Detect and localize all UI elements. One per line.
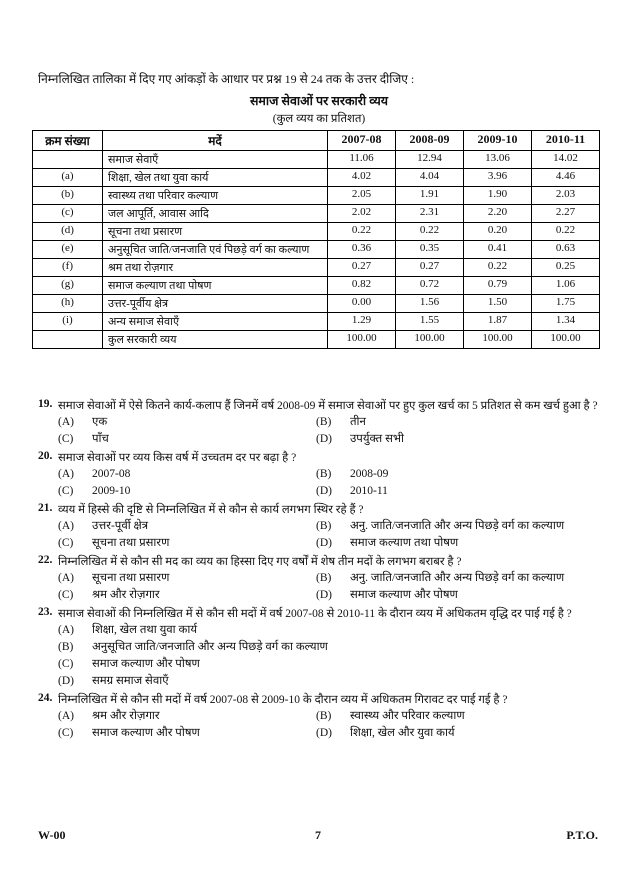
- option-text: अनुसूचित जाति/जनजाति और अन्य पिछड़े वर्ग का कल्याण: [92, 641, 328, 653]
- row-value: 0.22: [532, 223, 600, 241]
- option-text: अनु. जाति/जनजाति और अन्य पिछड़े वर्ग का कल्याण: [350, 520, 565, 532]
- row-label: कुल सरकारी व्यय: [103, 331, 328, 349]
- row-value: 0.27: [328, 259, 396, 277]
- table-row: [33, 241, 600, 259]
- page-number: 7: [315, 828, 321, 842]
- option-letter: (C): [58, 658, 74, 670]
- row-value: 2.27: [532, 205, 600, 223]
- row-value: 0.25: [532, 259, 600, 277]
- answer-option: [58, 639, 574, 655]
- row-serial: (e): [33, 241, 103, 259]
- question-item: [38, 502, 598, 551]
- row-value: 1.50: [464, 295, 532, 313]
- option-text: स्वास्थ्य और परिवार कल्याण: [350, 710, 465, 722]
- row-label: उत्तर-पूर्वीय क्षेत्र: [103, 295, 328, 313]
- question-item: [38, 450, 598, 499]
- question-text: निम्नलिखित में से कौन सी मद का व्यय का हिस्सा दिए गए वर्षों में शेष तीन मदों के लगभग बराबर है ?: [58, 556, 462, 568]
- answer-option: [58, 414, 316, 430]
- header-items: मदें: [103, 131, 328, 151]
- option-text: उपर्युक्त सभी: [350, 433, 404, 445]
- option-letter: (B): [58, 641, 74, 653]
- option-text: सूचना तथा प्रसारण: [92, 537, 170, 549]
- option-text: सूचना तथा प्रसारण: [92, 572, 170, 584]
- row-value: 0.20: [464, 223, 532, 241]
- expenditure-table: [32, 130, 600, 349]
- table-row: [33, 277, 600, 295]
- row-label: समाज कल्याण तथा पोषण: [103, 277, 328, 295]
- answer-option: [58, 518, 316, 534]
- row-serial: (c): [33, 205, 103, 223]
- row-value: 1.56: [396, 295, 464, 313]
- row-label: शिक्षा, खेल तथा युवा कार्य: [103, 169, 328, 187]
- option-text: 2009-10: [92, 485, 131, 497]
- row-value: 0.22: [396, 223, 464, 241]
- option-letter: (D): [316, 537, 332, 549]
- option-text: एक: [92, 416, 108, 428]
- row-value: 0.63: [532, 241, 600, 259]
- row-serial: (b): [33, 187, 103, 205]
- row-serial: (f): [33, 259, 103, 277]
- row-value: 100.00: [328, 331, 396, 349]
- answer-option: [316, 466, 574, 482]
- row-value: 14.02: [532, 151, 600, 169]
- table-header-row: [33, 131, 600, 151]
- pto-label: P.T.O.: [566, 828, 598, 842]
- intro-instruction: निम्नलिखित तालिका में दिए गए आंकड़ों के आधार पर प्रश्न 19 से 24 तक के उत्तर दीजिए :: [38, 72, 415, 86]
- row-serial: [33, 331, 103, 349]
- option-letter: (A): [58, 520, 74, 532]
- answer-option: [58, 673, 574, 689]
- question-number: 19.: [38, 398, 53, 410]
- table-row: [33, 223, 600, 241]
- option-text: समाज कल्याण और पोषण: [92, 727, 200, 739]
- question-number: 21.: [38, 502, 53, 514]
- question-number: 20.: [38, 450, 53, 462]
- answer-option: [58, 535, 316, 551]
- option-letter: (A): [58, 710, 74, 722]
- row-value: 2.03: [532, 187, 600, 205]
- table-row: [33, 295, 600, 313]
- row-value: 100.00: [464, 331, 532, 349]
- table-row: [33, 205, 600, 223]
- row-value: 1.06: [532, 277, 600, 295]
- row-value: 0.22: [328, 223, 396, 241]
- option-letter: (B): [316, 520, 332, 532]
- question-text-row: [38, 692, 598, 708]
- header-2007-08: 2007-08: [328, 131, 396, 151]
- row-value: 1.34: [532, 313, 600, 331]
- header-2009-10: 2009-10: [464, 131, 532, 151]
- option-letter: (A): [58, 624, 74, 636]
- option-letter: (D): [316, 433, 332, 445]
- option-letter: (D): [316, 727, 332, 739]
- option-letter: (C): [58, 433, 74, 445]
- answer-option: [58, 570, 316, 586]
- table-row: [33, 259, 600, 277]
- answer-option: [58, 466, 316, 482]
- row-value: 0.72: [396, 277, 464, 295]
- option-letter: (D): [316, 485, 332, 497]
- option-text: समग्र समाज सेवाएँ: [92, 675, 169, 687]
- answer-option: [316, 518, 574, 534]
- row-value: 2.20: [464, 205, 532, 223]
- questions-section: [38, 398, 598, 744]
- row-label: समाज सेवाएँ: [103, 151, 328, 169]
- row-serial: (g): [33, 277, 103, 295]
- question-number: 24.: [38, 692, 53, 704]
- answer-option: [58, 708, 316, 724]
- row-serial: (i): [33, 313, 103, 331]
- option-letter: (B): [316, 416, 332, 428]
- row-value: 4.02: [328, 169, 396, 187]
- answer-option: [58, 587, 316, 603]
- question-text: निम्नलिखित में से कौन सी मदों में वर्ष 2007-08 से 2009-10 के दौरान व्यय में अधिकतम गिरावट दर पाई गई है ?: [58, 694, 508, 706]
- row-serial: (d): [33, 223, 103, 241]
- row-value: 1.29: [328, 313, 396, 331]
- row-serial: (a): [33, 169, 103, 187]
- answer-option: [316, 587, 574, 603]
- option-letter: (D): [58, 675, 74, 687]
- answer-option: [316, 431, 574, 447]
- option-letter: (A): [58, 416, 74, 428]
- option-letter: (C): [58, 537, 74, 549]
- row-value: 0.35: [396, 241, 464, 259]
- row-serial: [33, 151, 103, 169]
- row-label: जल आपूर्ति, आवास आदि: [103, 205, 328, 223]
- table-row: [33, 187, 600, 205]
- row-value: 0.27: [396, 259, 464, 277]
- table-row: [33, 169, 600, 187]
- option-text: तीन: [350, 416, 366, 428]
- option-letter: (B): [316, 468, 332, 480]
- option-text: 2008-09: [350, 468, 389, 480]
- table-subtitle: (कुल व्यय का प्रतिशत): [272, 113, 366, 125]
- table-row: [33, 331, 600, 349]
- header-2008-09: 2008-09: [396, 131, 464, 151]
- question-text-row: [38, 398, 598, 414]
- row-value: 1.87: [464, 313, 532, 331]
- table-row: [33, 313, 600, 331]
- question-item: [38, 606, 598, 689]
- question-item: [38, 554, 598, 603]
- row-value: 3.96: [464, 169, 532, 187]
- question-item: [38, 692, 598, 741]
- row-value: 0.22: [464, 259, 532, 277]
- options-list: [58, 518, 598, 551]
- row-value: 0.41: [464, 241, 532, 259]
- question-text: समाज सेवाओं में ऐसे कितने कार्य-कलाप हैं जिनमें वर्ष 2008-09 में समाज सेवाओं पर हुए कुल खर्च का 5 प्रतिशत से कम खर्च हुआ है ?: [58, 400, 598, 412]
- option-text: समाज कल्याण और पोषण: [350, 589, 458, 601]
- row-value: 2.02: [328, 205, 396, 223]
- row-value: 0.00: [328, 295, 396, 313]
- answer-option: [58, 431, 316, 447]
- row-value: 0.82: [328, 277, 396, 295]
- row-value: 100.00: [532, 331, 600, 349]
- option-text: समाज कल्याण तथा पोषण: [350, 537, 459, 549]
- row-value: 12.94: [396, 151, 464, 169]
- row-value: 1.90: [464, 187, 532, 205]
- row-label: अनुसूचित जाति/जनजाति एवं पिछड़े वर्ग का कल्याण: [103, 241, 328, 259]
- answer-option: [316, 483, 574, 499]
- row-value: 1.91: [396, 187, 464, 205]
- option-text: शिक्षा, खेल तथा युवा कार्य: [92, 624, 198, 636]
- option-text: शिक्षा, खेल और युवा कार्य: [350, 727, 455, 739]
- question-text-row: [38, 606, 598, 622]
- row-value: 0.79: [464, 277, 532, 295]
- option-text: 2010-11: [350, 485, 388, 497]
- row-value: 4.46: [532, 169, 600, 187]
- option-letter: (B): [316, 710, 332, 722]
- question-text: व्यय में हिस्से की दृष्टि से निम्नलिखित में से कौन से कार्य लगभग स्थिर रहे हैं ?: [58, 504, 364, 516]
- answer-option: [316, 708, 574, 724]
- option-letter: (C): [58, 727, 74, 739]
- row-value: 100.00: [396, 331, 464, 349]
- row-label: श्रम तथा रोज़गार: [103, 259, 328, 277]
- answer-option: [58, 656, 574, 672]
- answer-option: [316, 414, 574, 430]
- answer-option: [58, 622, 574, 638]
- row-label: स्वास्थ्य तथा परिवार कल्याण: [103, 187, 328, 205]
- row-value: 11.06: [328, 151, 396, 169]
- row-label: अन्य समाज सेवाएँ: [103, 313, 328, 331]
- option-text: 2007-08: [92, 468, 131, 480]
- answer-option: [316, 570, 574, 586]
- row-value: 13.06: [464, 151, 532, 169]
- question-number: 23.: [38, 606, 53, 618]
- table-title: समाज सेवाओं पर सरकारी व्यय: [249, 94, 389, 108]
- option-text: श्रम और रोज़गार: [92, 710, 160, 722]
- option-text: श्रम और रोज़गार: [92, 589, 160, 601]
- options-list: [58, 466, 598, 499]
- row-value: 2.05: [328, 187, 396, 205]
- question-text-row: [38, 450, 598, 466]
- option-letter: (D): [316, 589, 332, 601]
- answer-option: [58, 725, 316, 741]
- question-number: 22.: [38, 554, 53, 566]
- option-letter: (C): [58, 589, 74, 601]
- option-letter: (A): [58, 572, 74, 584]
- table-row: [33, 151, 600, 169]
- options-list: [58, 570, 598, 603]
- option-letter: (B): [316, 572, 332, 584]
- header-2010-11: 2010-11: [532, 131, 600, 151]
- answer-option: [316, 535, 574, 551]
- paper-code: W-00: [38, 828, 66, 842]
- answer-option: [316, 725, 574, 741]
- question-text-row: [38, 502, 598, 518]
- options-list: [58, 622, 598, 689]
- question-item: [38, 398, 598, 447]
- row-serial: (h): [33, 295, 103, 313]
- header-serial: क्रम संख्या: [33, 131, 103, 151]
- options-list: [58, 708, 598, 741]
- row-label: सूचना तथा प्रसारण: [103, 223, 328, 241]
- question-text: समाज सेवाओं पर व्यय किस वर्ष में उच्चतम दर पर बढ़ा है ?: [58, 452, 297, 464]
- option-text: पाँच: [92, 433, 109, 445]
- option-text: उत्तर-पूर्वी क्षेत्र: [92, 520, 149, 532]
- options-list: [58, 414, 598, 447]
- row-value: 1.75: [532, 295, 600, 313]
- row-value: 1.55: [396, 313, 464, 331]
- option-letter: (A): [58, 468, 74, 480]
- question-text-row: [38, 554, 598, 570]
- option-text: समाज कल्याण और पोषण: [92, 658, 200, 670]
- question-text: समाज सेवाओं की निम्नलिखित में से कौन सी मदों में वर्ष 2007-08 से 2010-11 के दौरान व्यय में अधिकतम वृद्धि दर पाई गई है ?: [58, 608, 572, 620]
- row-value: 2.31: [396, 205, 464, 223]
- option-text: अनु. जाति/जनजाति और अन्य पिछड़े वर्ग का कल्याण: [350, 572, 565, 584]
- row-value: 0.36: [328, 241, 396, 259]
- row-value: 4.04: [396, 169, 464, 187]
- answer-option: [58, 483, 316, 499]
- option-letter: (C): [58, 485, 74, 497]
